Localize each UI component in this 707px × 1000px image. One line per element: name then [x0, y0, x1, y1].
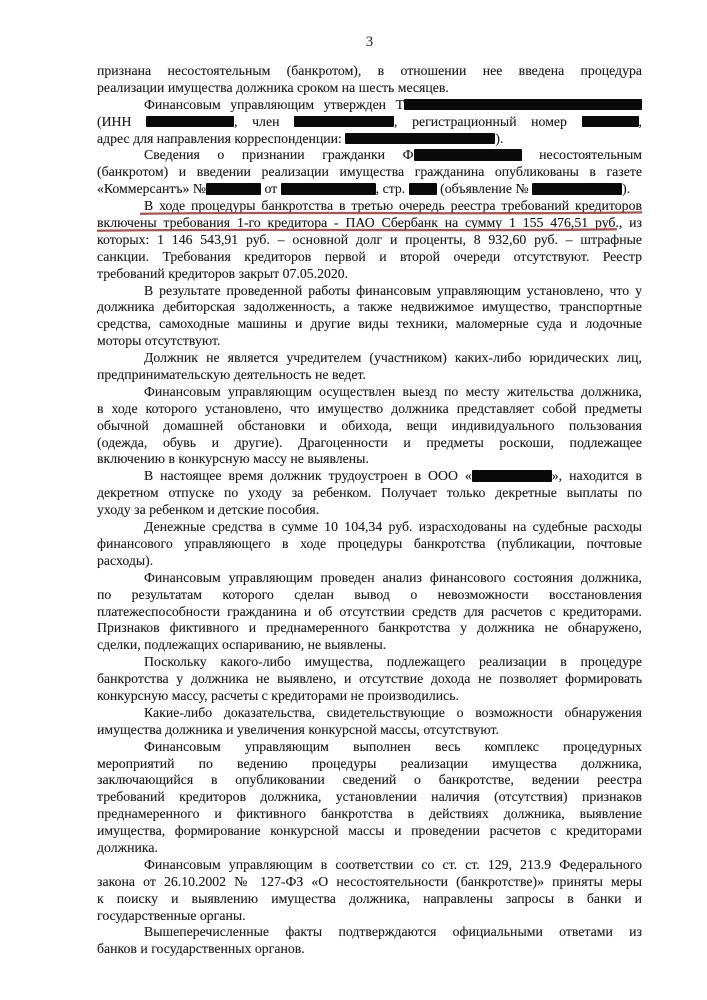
redaction-bar: [472, 470, 552, 482]
text-line: Поскольку какого-либо имущества, подлежащего реализации в процедуре: [144, 654, 642, 670]
text-line: декретном отпуске по уходу за ребенком. Получает только декретные выплаты по: [97, 485, 642, 501]
document-body: [97, 63, 642, 958]
text-line: В настоящее время должник трудоустроен в ООО « », находится в: [144, 468, 642, 484]
text-line: Денежные средства в сумме 10 104,34 руб. израсходованы на судебные расходы: [144, 519, 642, 535]
text-line: должника дебиторская задолженность, а также недвижимое имущество, транспортные: [97, 299, 642, 315]
text-line: государственные органы.: [97, 907, 246, 923]
text-line: Финансовым управляющим проведен анализ финансового состояния должника,: [144, 569, 642, 585]
text-line: Финансовым управляющим выполнен весь комплекс процедурных: [144, 738, 642, 754]
text-line: средства, самоходные машины и другие виды техники, маломерные суда и лодочные: [97, 316, 642, 332]
text-line: финансового управляющего в ходе процедуры банкротства (публикации, почтовые: [97, 535, 642, 551]
text-line: Признаков фиктивного и преднамеренного банкротства у должника не обнаружено,: [97, 620, 642, 636]
redaction-bar: [281, 183, 376, 195]
text-line: (одежда, обувь и другие). Драгоценности и предметы роскоши, подлежащее: [97, 434, 642, 450]
text-line: В результате проведенной работы финансовым управляющим установлено, что у: [144, 282, 642, 298]
redaction-bar: [414, 149, 522, 161]
redaction-bar: [409, 183, 437, 195]
text-line: адрес для направления корреспонденции: ).: [97, 130, 504, 146]
text-line: Какие-либо доказательства, свидетельствующие о возможности обнаружения: [144, 704, 642, 720]
text-line: мероприятий по ведению процедуры реализации имущества должника,: [97, 755, 642, 771]
text-line: обычной домашней обстановки и обихода, вещи индивидуального пользования: [97, 417, 642, 433]
redaction-bar: [146, 116, 234, 128]
text-line: требований кредиторов закрыт 07.05.2020.: [97, 265, 349, 281]
text-line: расходы).: [97, 552, 154, 568]
redaction-bar: [532, 183, 622, 195]
text-line: сделки, подлежащих оспариванию, не выявлены.: [97, 637, 387, 653]
text-line: Финансовым управляющим осуществлен выезд по месту жительства должника,: [144, 383, 642, 399]
text-line: санкции. Требования кредиторов первой и второй очереди отсутствуют. Реестр: [97, 248, 642, 264]
text-line: закона от 26.10.2002 № 127-ФЗ «О несостоятельности (банкротстве)» приняты меры: [97, 873, 642, 889]
page-number: 3: [365, 34, 374, 50]
text-line: включению в конкурсную массу не выявлены.: [97, 451, 369, 467]
text-line: по результатам которого сделан вывод о невозможности восстановления: [97, 586, 642, 602]
redaction-bar: [404, 99, 642, 111]
text-line: заключающийся в опубликовании сведений о банкротстве, ведении реестра: [97, 772, 642, 788]
text-line: банков и государственных органов.: [97, 941, 305, 957]
text-line: (ИНН , член , регистрационный номер ,: [97, 113, 642, 129]
text-line: уходу за ребенком и детские пособия.: [97, 502, 320, 518]
text-line: Вышеперечисленные факты подтверждаются официальными ответами из: [144, 924, 642, 940]
redaction-bar: [294, 116, 394, 128]
text-line: Сведения о признании гражданки Ф несостоятельным: [144, 147, 642, 163]
text-line: в ходе которого установлено, что имущество должника представляет собой предметы: [97, 400, 642, 416]
text-line: признана несостоятельным (банкротом), в отношении нее введена процедура: [97, 63, 642, 78]
text-line: Финансовым управляющим в соответствии со ст. ст. 129, 213.9 Федерального: [144, 856, 642, 872]
text-line: «Коммерсантъ» № от , стр. (объявление № ).: [97, 181, 631, 197]
text-line: которых: 1 146 543,91 руб. – основной долг и проценты, 8 932,60 руб. – штрафные: [97, 231, 642, 247]
text-line: требований кредиторов должника, установлении наличия (отсутствия) признаков: [97, 789, 642, 805]
text-line: имущества должника и увеличения конкурсной массы, отсутствуют.: [97, 721, 499, 737]
text-line: Должник не является учредителем (участником) каких-либо юридических лиц,: [144, 350, 642, 366]
text-line: банкротства у должника не выявлено, и отсутствие дохода не позволяет формировать: [97, 671, 642, 687]
redaction-bar: [582, 116, 639, 128]
text-line: моторы отсутствуют.: [97, 333, 221, 349]
text-line: реализации имущества должника сроком на шесть месяцев.: [97, 79, 449, 95]
text-line: должника.: [97, 839, 158, 855]
text-line: имущества, формирование конкурсной массы и проведении расчетов с кредиторами: [97, 823, 642, 839]
text-line: предпринимательскую деятельность не ведет.: [97, 367, 366, 383]
text-line: (банкротом) и введении реализации имущества гражданина опубликованы в газете: [97, 164, 642, 180]
text-line: к поиску и выявлению имущества должника, направлены запросы в банки и: [97, 890, 642, 906]
text-line: конкурсную массу, расчеты с кредиторами не производились.: [97, 687, 459, 703]
redaction-bar: [206, 183, 261, 195]
text-line: преднамеренного и фиктивного банкротства в действиях должника, выявление: [97, 806, 642, 822]
redaction-bar: [345, 133, 495, 145]
text-line: Финансовым управляющим утвержден Т: [97, 97, 642, 114]
text-line: включены требования 1-го кредитора - ПАО Сбербанк на сумму 1 155 476,51 руб., из: [97, 215, 642, 231]
text-line: платежеспособности гражданина и об отсутствии средств для расчетов с кредиторами.: [97, 603, 642, 619]
text-line: В ходе процедуры банкротства в третью очередь реестра требований кредиторов: [144, 198, 642, 214]
